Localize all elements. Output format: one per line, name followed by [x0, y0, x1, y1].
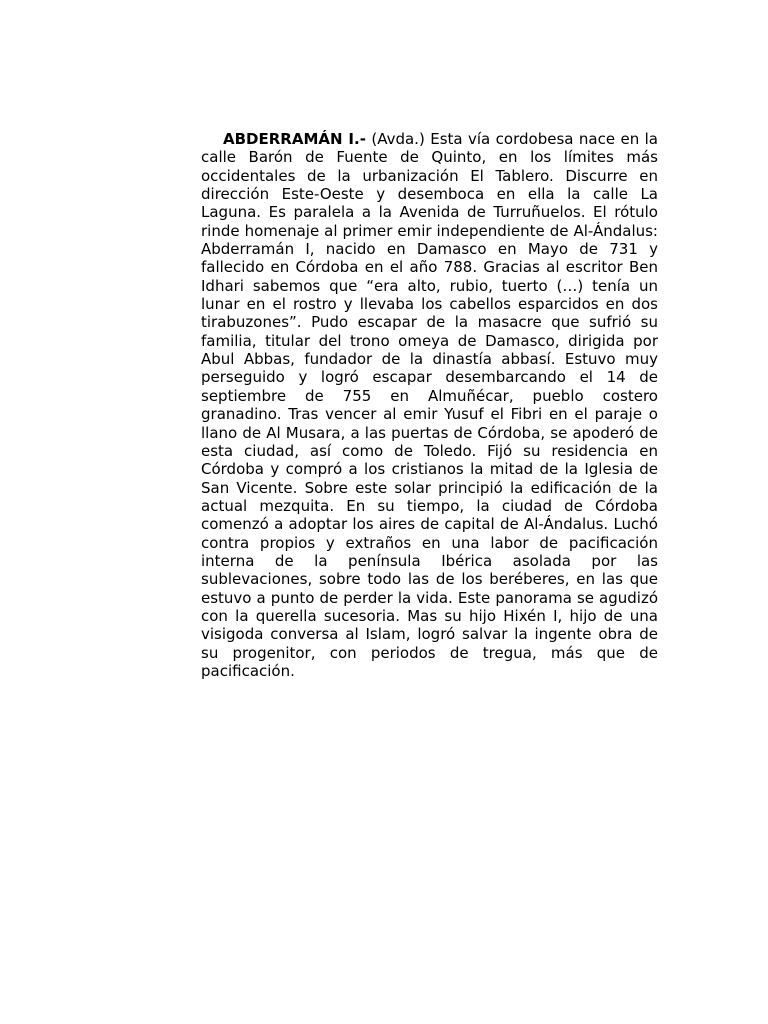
entry-headword: ABDERRAMÁN I.- [223, 130, 366, 148]
entry-body-text: (Avda.) Esta vía cordobesa nace en la calle Barón de Fuente de Quinto, en los límites más occidentales de la urbanización El Tablero. Discurre en dirección Este-Oeste y desemboca en ella la calle La Laguna. Es paralela a la Avenida de Turruñuelos. El rótulo rinde homenaje al primer emir independiente de Al-Ándalus: Abderramán I, nacido en Damasco en Mayo de 731 y fallecido en Córdoba en el año 788. Gracias al escritor Ben Idhari sabemos que “era alto, rubio, tuerto (…) tenía un lunar en el rostro y llevaba los cabellos esparcidos en dos tirabuzones”. Pudo escapar de la masacre que sufrió su familia, titular del trono omeya de Damasco, dirigida por Abul Abbas, fundador de la dinastía abbasí. Estuvo muy perseguido y logró escapar desembarcando el 14 de septiembre de 755 en Almuñécar, pueblo costero granadino. Tras vencer al emir Yusuf el Fibri en el paraje o llano de Al Musara, a las puertas de Córdoba, se apoderó de esta ciudad, así como de Toledo. Fijó su residencia en Córdoba y compró a los cristianos la mitad de la Iglesia de San Vicente. Sobre este solar principió la edificación de la actual mezquita. En su tiempo, la ciudad de Córdoba comenzó a adoptar los aires de capital de Al-Ándalus. Luchó contra propios y extraños en una labor de pacificación interna de la península Ibérica asolada por las sublevaciones, sobre todo las de los beréberes, en las que estuvo a punto de perder la vida. Este panorama se agudizó con la querella sucesoria. Mas su hijo Hixén I, hijo de una visigoda conversa al Islam, logró salvar la ingente obra de su progenitor, con periodos de tregua, más que de pacificación. [201, 130, 658, 680]
entry-paragraph [201, 130, 658, 680]
